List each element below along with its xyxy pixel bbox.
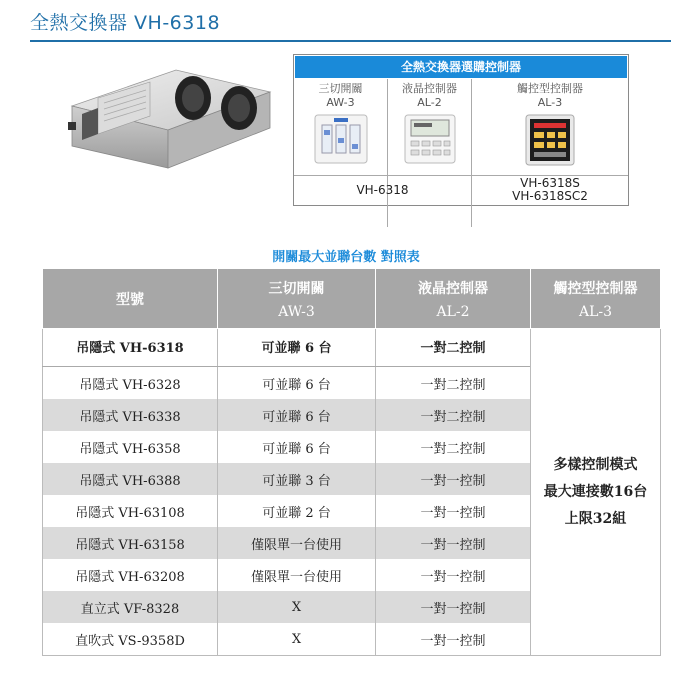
header-model-code: AW-3	[278, 303, 315, 320]
controller-model: AW-3	[326, 96, 355, 109]
cell-aw3: 可並聯 2 台	[218, 495, 376, 527]
controller-name: 三切開關	[318, 82, 363, 95]
header-name: 觸控型控制器	[553, 280, 638, 297]
cell-model: 吊隱式 VH-63208	[43, 559, 218, 591]
controller-column-aw3	[294, 79, 388, 227]
header-model: 型號	[43, 269, 218, 329]
cell-model: 直吹式 VS-9358D	[43, 623, 218, 656]
cell-model: 吊隱式 VH-6328	[43, 367, 218, 400]
cell-aw3: 可並聯 3 台	[218, 463, 376, 495]
controller-model: AL-2	[417, 96, 442, 109]
al3-capability-note	[531, 329, 661, 656]
cell-aw3: 僅限單一台使用	[218, 527, 376, 559]
header-al3	[531, 269, 661, 329]
cell-al2: 一對一控制	[376, 495, 531, 527]
heat-exchanger-unit-image	[58, 58, 278, 173]
controller-column-al3	[472, 79, 628, 227]
lcd-controller-icon	[404, 114, 456, 164]
wall-switch-panel-icon	[314, 114, 368, 164]
header-al2	[376, 269, 531, 329]
touch-controller-icon	[525, 114, 575, 166]
controller-column-al2	[388, 79, 472, 227]
header-model-code: AL-3	[578, 303, 613, 320]
cell-model: 吊隱式 VH-6358	[43, 431, 218, 463]
cell-al2: 一對二控制	[376, 329, 531, 365]
cell-model: 直立式 VF-8328	[43, 591, 218, 623]
cell-aw3: 僅限單一台使用	[218, 559, 376, 591]
cell-al2: 一對一控制	[376, 463, 531, 495]
title-divider	[30, 40, 671, 42]
al3-note-line: 最大連接數16台	[543, 483, 648, 500]
table-row	[43, 329, 661, 365]
cell-al2: 一對一控制	[376, 527, 531, 559]
compatible-models-basic: VH-6318	[294, 176, 472, 204]
cell-aw3: 可並聯 6 台	[218, 399, 376, 431]
controller-name: 液晶控制器	[402, 82, 457, 95]
compatible-model-line: VH-6318S	[520, 176, 580, 190]
cell-aw3: X	[218, 623, 376, 656]
cell-aw3: 可並聯 6 台	[218, 367, 376, 400]
compatible-model-line: VH-6318SC2	[512, 189, 588, 203]
parallel-connection-table	[42, 268, 661, 656]
header-aw3	[218, 269, 376, 329]
cell-al2: 一對一控制	[376, 623, 531, 656]
controller-options-panel	[293, 54, 629, 206]
compatible-models-touch	[472, 176, 628, 204]
cell-model: 吊隱式 VH-6388	[43, 463, 218, 495]
cell-al2: 一對一控制	[376, 559, 531, 591]
header-model-code: AL-2	[436, 303, 470, 320]
header-name: 液晶控制器	[418, 280, 488, 297]
cell-model: 吊隱式 VH-63158	[43, 527, 218, 559]
cell-al2: 一對二控制	[376, 367, 531, 400]
al3-note-line: 多樣控制模式	[553, 456, 638, 473]
cell-aw3: 可並聯 6 台	[218, 431, 376, 463]
cell-model: 吊隱式 VH-6318	[43, 329, 218, 365]
cell-aw3: X	[218, 591, 376, 623]
cell-al2: 一對一控制	[376, 591, 531, 623]
cell-model: 吊隱式 VH-63108	[43, 495, 218, 527]
controller-model: AL-3	[537, 96, 563, 109]
cell-model: 吊隱式 VH-6338	[43, 399, 218, 431]
comparison-table-title: 開關最大並聯台數 對照表	[272, 250, 420, 265]
al3-note-line: 上限32組	[564, 510, 627, 527]
header-name: 三切開關	[268, 280, 325, 297]
controller-panel-header: 全熱交換器選購控制器	[295, 56, 627, 78]
cell-al2: 一對二控制	[376, 431, 531, 463]
cell-al2: 一對二控制	[376, 399, 531, 431]
page-title: 全熱交換器 VH-6318	[30, 12, 221, 34]
cell-aw3: 可並聯 6 台	[218, 329, 376, 365]
controller-name: 觸控型控制器	[517, 82, 583, 95]
